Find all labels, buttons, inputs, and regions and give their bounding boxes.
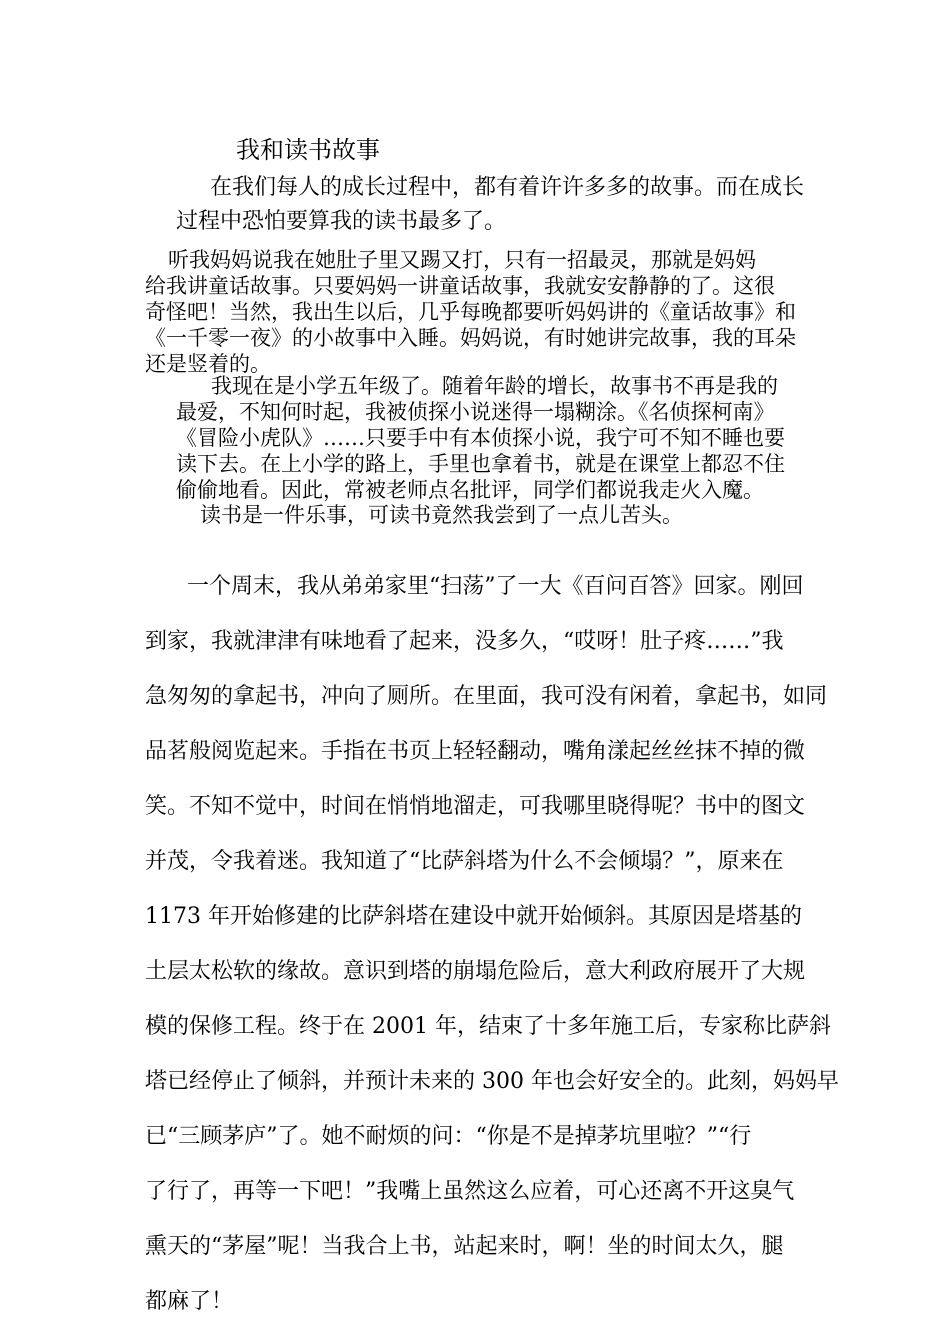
paragraph-5-line-4: 品茗般阅览起来。手指在书页上轻轻翻动，嘴角漾起丝丝抹不掉的微	[145, 739, 806, 764]
paragraph-2-line-5: 还是竖着的。	[145, 352, 271, 376]
paragraph-1-line-2: 过程中恐怕要算我的读书最多了。	[176, 209, 507, 234]
paragraph-5-line-13: 熏天的“茅屋”呢！当我合上书，站起来时，啊！坐的时间太久，腿	[145, 1234, 784, 1259]
paragraph-3-line-2: 最爱，不知何时起，我被侦探小说迷得一塌糊涂。《名侦探柯南》	[176, 400, 775, 424]
paragraph-5-line-1: 一个周末，我从弟弟家里“扫荡”了一大《百问百答》回家。刚回	[187, 574, 804, 599]
paragraph-3-line-5: 偷偷地看。因此，常被老师点名批评，同学们都说我走火入魔。	[176, 478, 764, 502]
paragraph-2-line-3: 奇怪吧！当然，我出生以后，几乎每晚都要听妈妈讲的《童话故事》和	[145, 300, 796, 324]
paragraph-2-line-4: 《一千零一夜》的小故事中入睡。妈妈说，有时她讲完故事，我的耳朵	[145, 326, 796, 350]
paragraph-5-line-5: 笑。不知不觉中，时间在悄悄地溜走，可我哪里晓得呢？书中的图文	[145, 794, 806, 819]
paragraph-5-line-7: 1173 年开始修建的比萨斜塔在建设中就开始倾斜。其原因是塔基的	[145, 904, 802, 929]
paragraph-5-line-8: 土层太松软的缘故。意识到塔的崩塌危险后，意大利政府展开了大规	[145, 959, 806, 984]
paragraph-5-line-11: 已“三顾茅庐”了。她不耐烦的问：“你是不是掉茅坑里啦？”“行	[145, 1124, 752, 1149]
paragraph-5-line-9: 模的保修工程。终于在 2001 年，结束了十多年施工后，专家称比萨斜	[145, 1014, 831, 1039]
paragraph-4-line-1: 读书是一件乐事，可读书竟然我尝到了一点儿苦头。	[200, 503, 683, 527]
document-title: 我和读书故事	[236, 136, 380, 164]
paragraph-5-line-14: 都麻了！	[145, 1289, 234, 1314]
paragraph-5-line-10: 塔已经停止了倾斜，并预计未来的 300 年也会好安全的。此刻，妈妈早	[145, 1069, 839, 1094]
paragraph-5-line-2: 到家，我就津津有味地看了起来，没多久，“哎呀！肚子疼……”我	[145, 629, 784, 654]
paragraph-5-line-12: 了行了，再等一下吧！”我嘴上虽然这么应着，可心还离不开这臭气	[145, 1179, 795, 1204]
paragraph-2-line-1: 听我妈妈说我在她肚子里又踢又打，只有一招最灵，那就是妈妈	[168, 248, 756, 272]
paragraph-5-line-6: 并茂，令我着迷。我知道了“比萨斜塔为什么不会倾塌？”，原来在	[145, 849, 784, 874]
paragraph-3-line-4: 读下去。在上小学的路上，手里也拿着书，就是在课堂上都忍不住	[176, 452, 785, 476]
paragraph-3-line-3: 《冒险小虎队》……只要手中有本侦探小说，我宁可不知不睡也要	[176, 426, 785, 450]
paragraph-3-line-1: 我现在是小学五年级了。随着年龄的增长，故事书不再是我的	[211, 374, 778, 398]
paragraph-1-line-1: 在我们每人的成长过程中，都有着许许多多的故事。而在成长	[210, 175, 805, 200]
paragraph-2-line-2: 给我讲童话故事。只要妈妈一讲童话故事，我就安安静静的了。这很	[145, 274, 775, 298]
paragraph-5-line-3: 急匆匆的拿起书，冲向了厕所。在里面，我可没有闲着，拿起书，如同	[145, 684, 828, 709]
